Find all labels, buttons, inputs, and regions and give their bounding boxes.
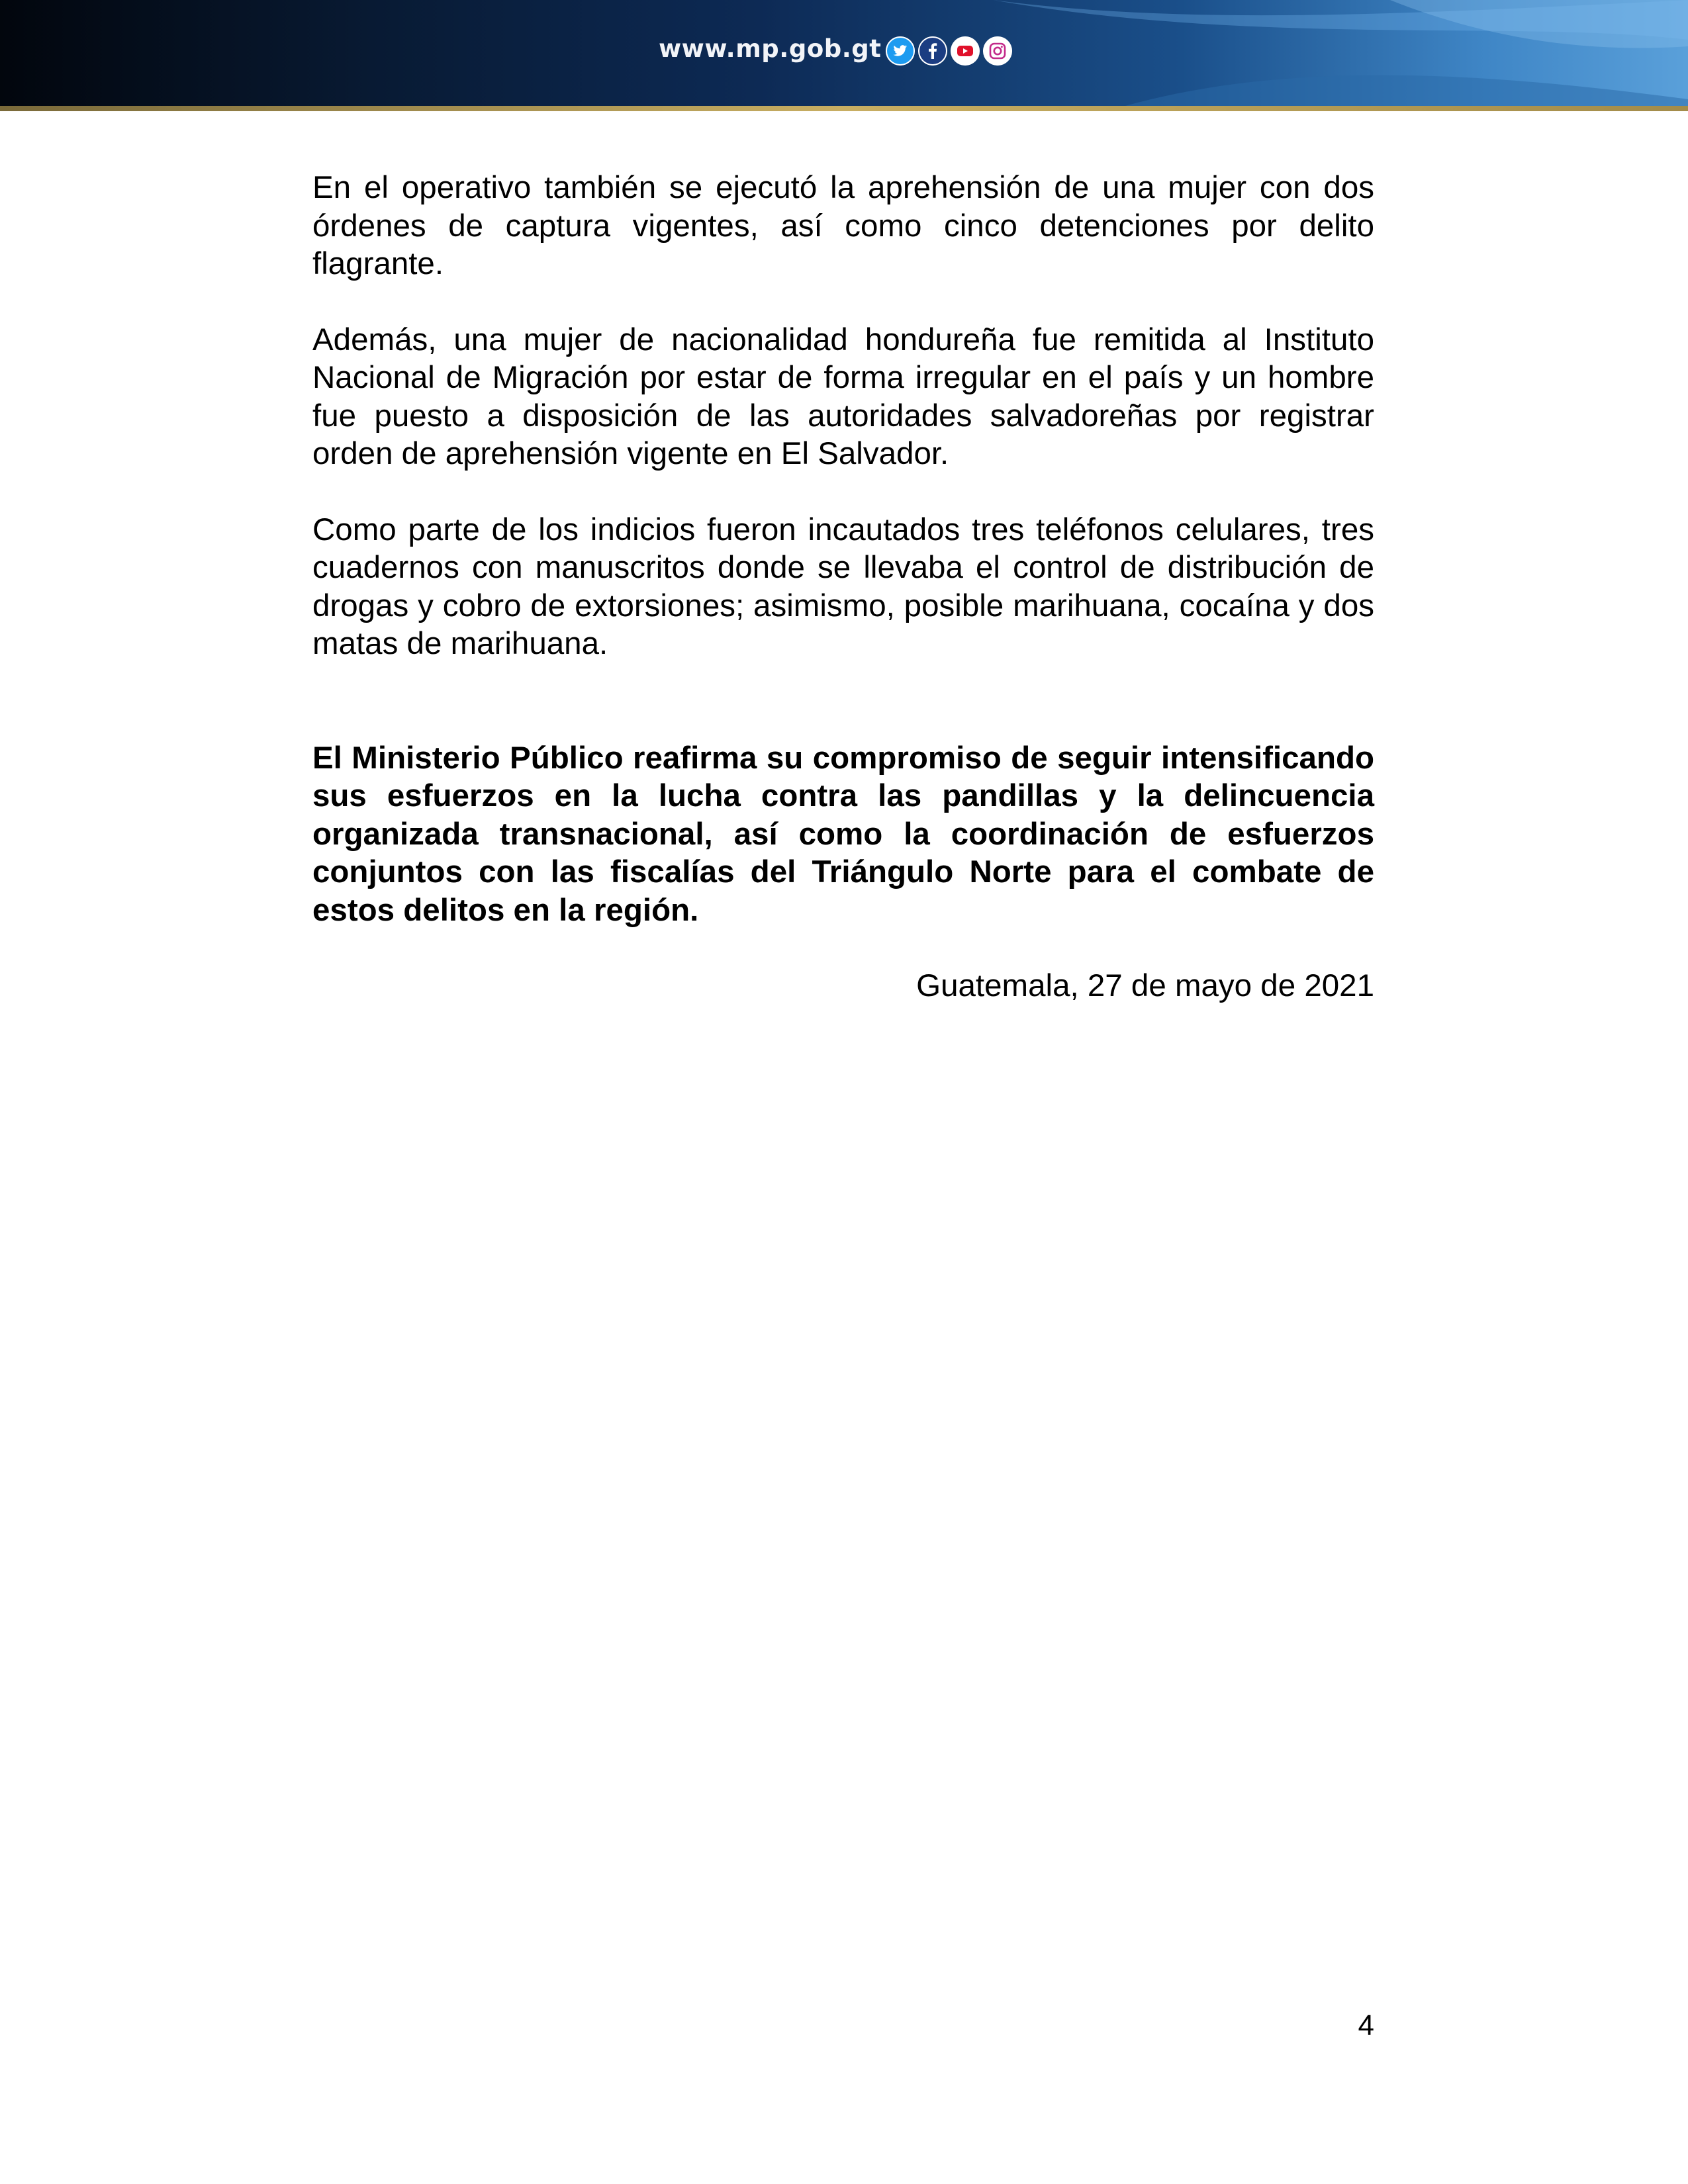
paragraph-arrest: En el operativo también se ejecutó la aprehensión de una mujer con dos órdenes de captura vigentes, así como cinco detenciones por delito flagrante. <box>312 170 1374 281</box>
site-url[interactable]: www.mp.gob.gt <box>659 34 882 63</box>
paragraph-evidence: Como parte de los indicios fueron incautados tres teléfonos celulares, tres cuadernos con manuscritos donde se llevaba el control de distribución de drogas y cobro de extorsiones; asimismo, posible marihuana, cocaína y dos matas de marihuana. <box>312 512 1374 661</box>
instagram-icon[interactable] <box>983 36 1012 66</box>
facebook-icon[interactable] <box>918 36 947 66</box>
youtube-icon[interactable] <box>951 36 980 66</box>
social-icons <box>886 36 1012 67</box>
paragraph-migration: Además, una mujer de nacionalidad hondureña fue remitida al Instituto Nacional de Migración por estar de forma irregular en el país y un hombre fue puesto a disposición de las autoridades salvadoreñas por registrar orden de aprehensión vigente en El Salvador. <box>312 322 1374 471</box>
page-number: 4 <box>1358 2009 1374 2042</box>
document-body <box>312 169 1374 1005</box>
closing-statement: El Ministerio Público reafirma su compromiso de seguir intensificando sus esfuerzos en la lucha contra las pandillas y la delincuencia organizada transnacional, así como la coordinación de esfuerzos conjuntos con las fiscalías del Triángulo Norte para el combate de estos delitos en la región. <box>312 740 1374 928</box>
twitter-icon[interactable] <box>886 36 915 66</box>
page-header <box>0 0 1688 106</box>
header-gold-rule <box>0 106 1688 111</box>
date-line: Guatemala, 27 de mayo de 2021 <box>916 968 1374 1003</box>
